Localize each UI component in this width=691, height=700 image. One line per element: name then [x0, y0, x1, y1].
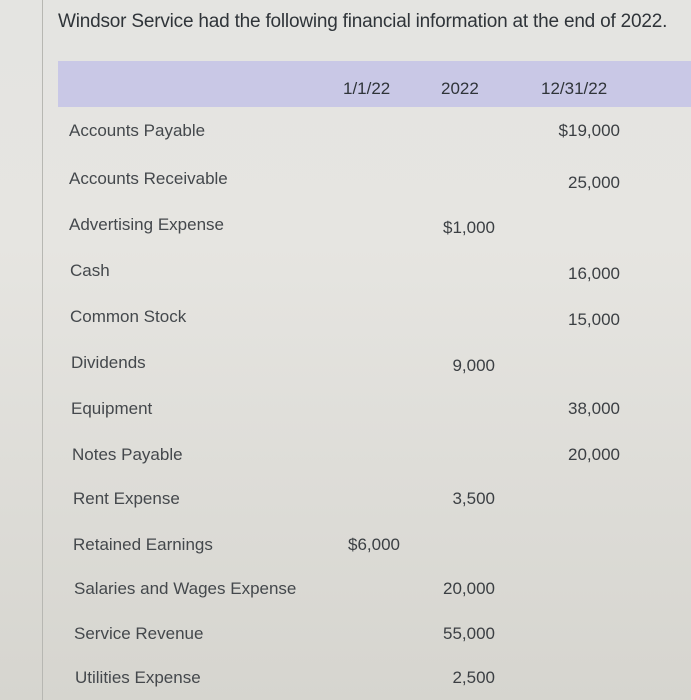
- table-row: [0, 169, 691, 193]
- table-row: [0, 261, 691, 285]
- value-year: 20,000: [443, 579, 495, 598]
- column-header-start: 1/1/22: [343, 79, 391, 98]
- row-label: Accounts Payable: [69, 121, 206, 140]
- value-year: $1,000: [443, 218, 495, 237]
- problem-title: Windsor Service had the following financial information at the end of 2022.: [58, 11, 668, 32]
- row-label: Common Stock: [70, 307, 187, 326]
- row-label: Utilities Expense: [75, 668, 201, 687]
- value-year: 2,500: [452, 668, 495, 687]
- table-row: [0, 489, 691, 513]
- row-label: Cash: [70, 261, 110, 280]
- row-label: Retained Earnings: [73, 535, 213, 554]
- table-row: [0, 121, 691, 145]
- table-row: [0, 215, 691, 239]
- row-label: Service Revenue: [74, 624, 204, 643]
- row-label: Advertising Expense: [69, 215, 224, 234]
- row-label: Notes Payable: [72, 445, 183, 464]
- row-label: Dividends: [71, 353, 146, 372]
- value-year: 9,000: [452, 356, 495, 375]
- value-start: $6,000: [348, 535, 400, 554]
- table-row: [0, 353, 691, 377]
- column-header-year: 2022: [441, 79, 479, 98]
- table-row: [0, 535, 691, 559]
- table-row: [0, 445, 691, 469]
- row-label: Equipment: [71, 399, 153, 418]
- table-row: [0, 399, 691, 423]
- table-row: [0, 307, 691, 331]
- value-end: 38,000: [568, 399, 620, 418]
- table-row: [0, 624, 691, 648]
- value-year: 3,500: [452, 489, 495, 508]
- column-header-end: 12/31/22: [541, 79, 608, 98]
- table-row: [0, 668, 691, 692]
- row-label: Salaries and Wages Expense: [74, 579, 297, 598]
- value-year: 55,000: [443, 624, 495, 643]
- table-row: [0, 579, 691, 603]
- row-label: Accounts Receivable: [69, 169, 228, 188]
- value-end: 25,000: [568, 173, 620, 192]
- value-end: 20,000: [568, 445, 620, 464]
- value-end: 16,000: [568, 264, 620, 283]
- row-label: Rent Expense: [73, 489, 180, 508]
- value-end: $19,000: [558, 121, 620, 140]
- value-end: 15,000: [568, 310, 620, 329]
